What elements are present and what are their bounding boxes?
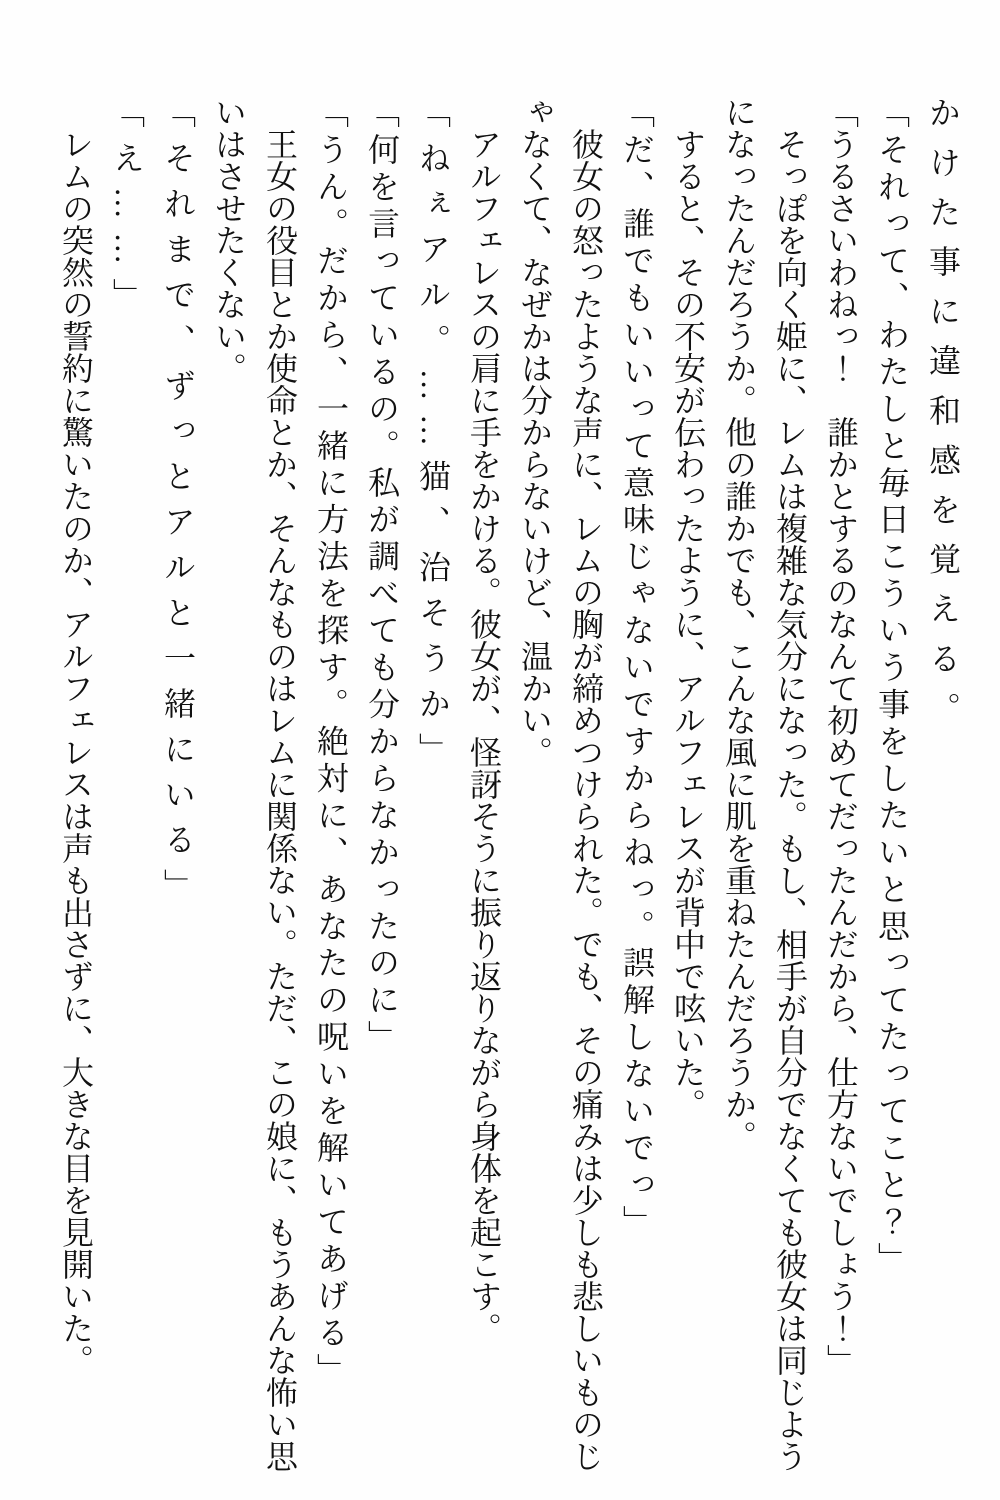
paragraph: レムの突然の誓約に驚いたのか、アルフェレスは声も出さずに、大きな目を見開いた。 (58, 128, 94, 1376)
paragraph: 「それって、わたしと毎日こういう事をしたいと思ってたってこと？」 (874, 96, 910, 1279)
paragraph: 「だ、誰でもいいって意味じゃないですからねっ。誤解しないでっ」 (619, 96, 655, 1242)
paragraph: 「うん。だから、一緒に方法を探す。絶対に、あなたの呪いを解いてあげる」 (313, 96, 349, 1390)
paragraph: 「それまで、ずっとアルと一緒にいる」 (160, 96, 196, 914)
paragraph: 「え……」 (109, 96, 145, 324)
paragraph: アルフェレスの肩に手をかける。彼女が、怪訝そうに振り返りながら身体を起こす。 (466, 128, 502, 1344)
paragraph: そっぽを向く姫に、レムは複雑な気分になった。もし、相手が自分でなくても彼女は同じようになったんだろうか。他の誰かでも、こんな風に肌を重ねたんだろうか。 (721, 96, 808, 1472)
paragraph: 「ねぇアル。……猫、治そうか」 (415, 96, 451, 778)
paragraph: かけた事に違和感を覚える。 (925, 96, 961, 741)
paragraph: 「何を言っているの。私が調べても分からなかったのに」 (364, 96, 400, 1057)
page-text (32, 96, 968, 1478)
paragraph: すると、その不安が伝わったように、アルフェレスが背中で呟いた。 (670, 128, 706, 1120)
paragraph: 王女の役目とか使命とか、そんなものはレムに関係ない。ただ、この娘に、もうあんな怖い思いはさせたくない。 (211, 96, 298, 1472)
paragraph: 彼女の怒ったような声に、レムの胸が締めつけられた。でも、その痛みは少しも悲しいものじゃなくて、なぜかは分からないけど、温かい。 (517, 96, 604, 1472)
paragraph: 「うるさいわねっ！ 誰かとするのなんて初めてだったんだから、仕方ないでしょう！」 (823, 96, 859, 1376)
